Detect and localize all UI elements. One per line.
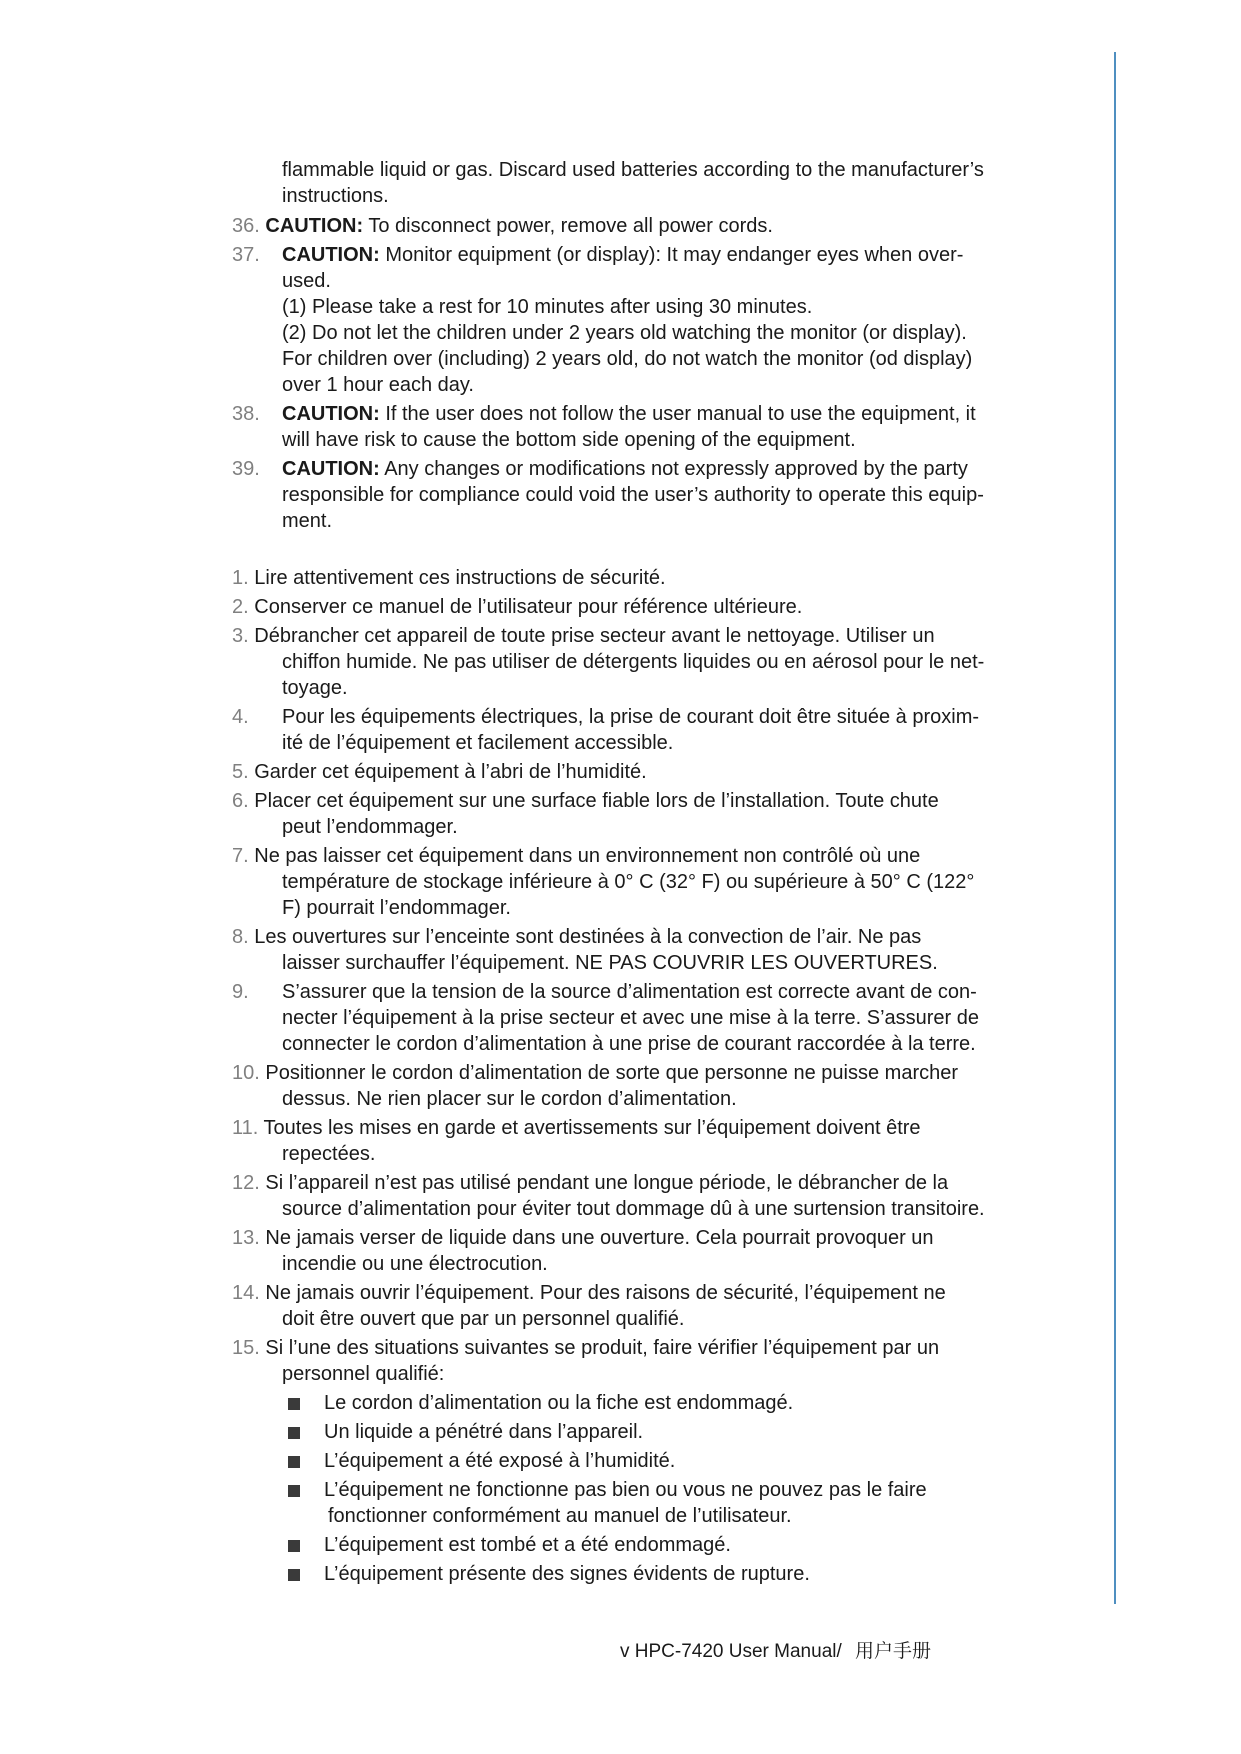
item-text: over 1 hour each day. bbox=[282, 374, 474, 396]
item-text: Positionner le cordon d’alimentation de sorte que personne ne puisse marcher bbox=[265, 1062, 959, 1084]
caution-label: CAUTION: bbox=[282, 403, 380, 425]
item-number: 5. bbox=[232, 761, 249, 783]
bullet-item bbox=[232, 1390, 1052, 1416]
item-number: 39. bbox=[232, 458, 260, 480]
item-number: 15. bbox=[232, 1337, 260, 1359]
item-text: laisser surchauffer l’équipement. NE PAS COUVRIR LES OUVERTURES. bbox=[282, 952, 938, 974]
list-item bbox=[232, 565, 1052, 591]
list-item bbox=[232, 1170, 1052, 1222]
item-number: 8. bbox=[232, 926, 249, 948]
item-text: Ne jamais ouvrir l’équipement. Pour des raisons de sécurité, l’équipement ne bbox=[265, 1282, 946, 1304]
bullet-item bbox=[232, 1477, 1052, 1529]
item-text: connecter le cordon d’alimentation à une prise de courant raccordée à la terre. bbox=[282, 1033, 976, 1055]
continuation-text bbox=[232, 157, 1052, 209]
item-text: F) pourrait l’endommager. bbox=[282, 897, 511, 919]
item-text: ité de l’équipement et facilement accessible. bbox=[282, 732, 674, 754]
bullet-text: Le cordon d’alimentation ou la fiche est endommagé. bbox=[324, 1392, 794, 1414]
item-text: Si l’appareil n’est pas utilisé pendant une longue période, le débrancher de la bbox=[265, 1172, 949, 1194]
item-text: Pour les équipements électriques, la prise de courant doit être située à proxim- bbox=[282, 706, 980, 728]
bullet-item bbox=[232, 1561, 1052, 1587]
bullet-text: Un liquide a pénétré dans l’appareil. bbox=[324, 1421, 644, 1443]
list-item bbox=[232, 242, 1052, 398]
item-text: Débrancher cet appareil de toute prise secteur avant le nettoyage. Utiliser un bbox=[254, 625, 935, 647]
item-text: Ne jamais verser de liquide dans une ouverture. Cela pourrait provoquer un bbox=[265, 1227, 934, 1249]
square-bullet-icon bbox=[288, 1485, 300, 1497]
item-number: 7. bbox=[232, 845, 249, 867]
item-text: (1) Please take a rest for 10 minutes after using 30 minutes. bbox=[282, 296, 813, 318]
item-text: Ne pas laisser cet équipement dans un environnement non contrôlé où une bbox=[254, 845, 921, 867]
item-text: source d’alimentation pour éviter tout dommage dû à une surtension transitoire. bbox=[282, 1198, 985, 1220]
item-text: chiffon humide. Ne pas utiliser de détergents liquides ou en aérosol pour le net- bbox=[282, 651, 985, 673]
item-text: température de stockage inférieure à 0° C (32° F) ou supérieure à 50° C (122° bbox=[282, 871, 975, 893]
bullet-text: L’équipement ne fonctionne pas bien ou vous ne pouvez pas le faire bbox=[324, 1479, 927, 1501]
item-text: Conserver ce manuel de l’utilisateur pour référence ultérieure. bbox=[254, 596, 803, 618]
item-text: Garder cet équipement à l’abri de l’humidité. bbox=[254, 761, 647, 783]
bullet-text: L’équipement est tombé et a été endommagé. bbox=[324, 1534, 731, 1556]
item-text: S’assurer que la tension de la source d’alimentation est correcte avant de con- bbox=[282, 981, 977, 1003]
continuation-line: flammable liquid or gas. Discard used batteries according to the manufacturer’s bbox=[282, 159, 984, 181]
square-bullet-icon bbox=[288, 1569, 300, 1581]
list-item bbox=[232, 623, 1052, 701]
item-number: 6. bbox=[232, 790, 249, 812]
bullet-item bbox=[232, 1448, 1052, 1474]
item-text: Les ouvertures sur l’enceinte sont destinées à la convection de l’air. Ne pas bbox=[254, 926, 922, 948]
page-content bbox=[232, 157, 1052, 1590]
caution-label: CAUTION: bbox=[265, 215, 364, 237]
item-number: 37. bbox=[232, 244, 260, 266]
item-text: repectées. bbox=[282, 1143, 376, 1165]
item-text: Lire attentivement ces instructions de sécurité. bbox=[254, 567, 666, 589]
caution-label: CAUTION: bbox=[282, 458, 380, 480]
item-number: 11. bbox=[232, 1117, 259, 1139]
page-footer bbox=[620, 1636, 931, 1663]
bullet-item bbox=[232, 1419, 1052, 1445]
item-number: 3. bbox=[232, 625, 249, 647]
list-item bbox=[232, 979, 1052, 1057]
item-number: 4. bbox=[232, 706, 249, 728]
item-text: (2) Do not let the children under 2 years old watching the monitor (or display). bbox=[282, 322, 967, 344]
item-text: Si l’une des situations suivantes se produit, faire vérifier l’équipement par un bbox=[265, 1337, 940, 1359]
footer-title-zh: 用户手册 bbox=[855, 1640, 932, 1662]
square-bullet-icon bbox=[288, 1398, 300, 1410]
square-bullet-icon bbox=[288, 1540, 300, 1552]
item-text: used. bbox=[282, 270, 331, 292]
bullet-text: fonctionner conformément au manuel de l’utilisateur. bbox=[328, 1505, 792, 1527]
item-text: Monitor equipment (or display): It may endanger eyes when over- bbox=[385, 244, 964, 266]
list-item bbox=[232, 1060, 1052, 1112]
item-text: Any changes or modifications not expressly approved by the party bbox=[384, 458, 968, 480]
english-list bbox=[232, 213, 1052, 534]
item-number: 1. bbox=[232, 567, 249, 589]
bullet-item bbox=[232, 1532, 1052, 1558]
item-text: If the user does not follow the user manual to use the equipment, it bbox=[385, 403, 976, 425]
item-number: 2. bbox=[232, 596, 249, 618]
item-text: ment. bbox=[282, 510, 333, 532]
item-text: will have risk to cause the bottom side opening of the equipment. bbox=[282, 429, 856, 451]
item-number: 38. bbox=[232, 403, 260, 425]
item-text: Toutes les mises en garde et avertissements sur l’équipement doivent être bbox=[263, 1117, 921, 1139]
list-item bbox=[232, 1280, 1052, 1332]
item-text: doit être ouvert que par un personnel qualifié. bbox=[282, 1308, 685, 1330]
item-text: dessus. Ne rien placer sur le cordon d’alimentation. bbox=[282, 1088, 737, 1110]
list-item bbox=[232, 213, 1052, 239]
footer-title: v HPC-7420 User Manual/ bbox=[620, 1641, 842, 1662]
item-text: toyage. bbox=[282, 677, 348, 699]
bullet-text: L’équipement a été exposé à l’humidité. bbox=[324, 1450, 676, 1472]
item-number: 14. bbox=[232, 1282, 260, 1304]
list-item bbox=[232, 704, 1052, 756]
item-number: 10. bbox=[232, 1062, 260, 1084]
item-number: 13. bbox=[232, 1227, 260, 1249]
list-item bbox=[232, 1225, 1052, 1277]
list-item bbox=[232, 759, 1052, 785]
list-item bbox=[232, 1335, 1052, 1387]
continuation-line: instructions. bbox=[282, 185, 389, 207]
item-text: personnel qualifié: bbox=[282, 1363, 445, 1385]
list-item bbox=[232, 594, 1052, 620]
square-bullet-icon bbox=[288, 1456, 300, 1468]
margin-rule bbox=[1114, 52, 1116, 1604]
item-text: For children over (including) 2 years old, do not watch the monitor (od display) bbox=[282, 348, 973, 370]
item-text: responsible for compliance could void the user’s authority to operate this equip- bbox=[282, 484, 984, 506]
list-item bbox=[232, 843, 1052, 921]
bullet-text: L’équipement présente des signes évidents de rupture. bbox=[324, 1563, 810, 1585]
list-item bbox=[232, 401, 1052, 453]
list-item bbox=[232, 456, 1052, 534]
french-list bbox=[232, 565, 1052, 1587]
list-item bbox=[232, 924, 1052, 976]
item-number: 9. bbox=[232, 981, 249, 1003]
bullet-list bbox=[232, 1390, 1052, 1587]
item-number: 36. bbox=[232, 215, 260, 237]
section-gap bbox=[232, 537, 1052, 565]
square-bullet-icon bbox=[288, 1427, 300, 1439]
item-text: necter l’équipement à la prise secteur et avec une mise à la terre. S’assurer de bbox=[282, 1007, 980, 1029]
item-number: 12. bbox=[232, 1172, 260, 1194]
caution-label: CAUTION: bbox=[282, 244, 380, 266]
list-item bbox=[232, 788, 1052, 840]
list-item bbox=[232, 1115, 1052, 1167]
item-text: Placer cet équipement sur une surface fiable lors de l’installation. Toute chute bbox=[254, 790, 939, 812]
item-text: To disconnect power, remove all power cords. bbox=[368, 215, 773, 237]
item-text: peut l’endommager. bbox=[282, 816, 458, 838]
item-text: incendie ou une électrocution. bbox=[282, 1253, 548, 1275]
